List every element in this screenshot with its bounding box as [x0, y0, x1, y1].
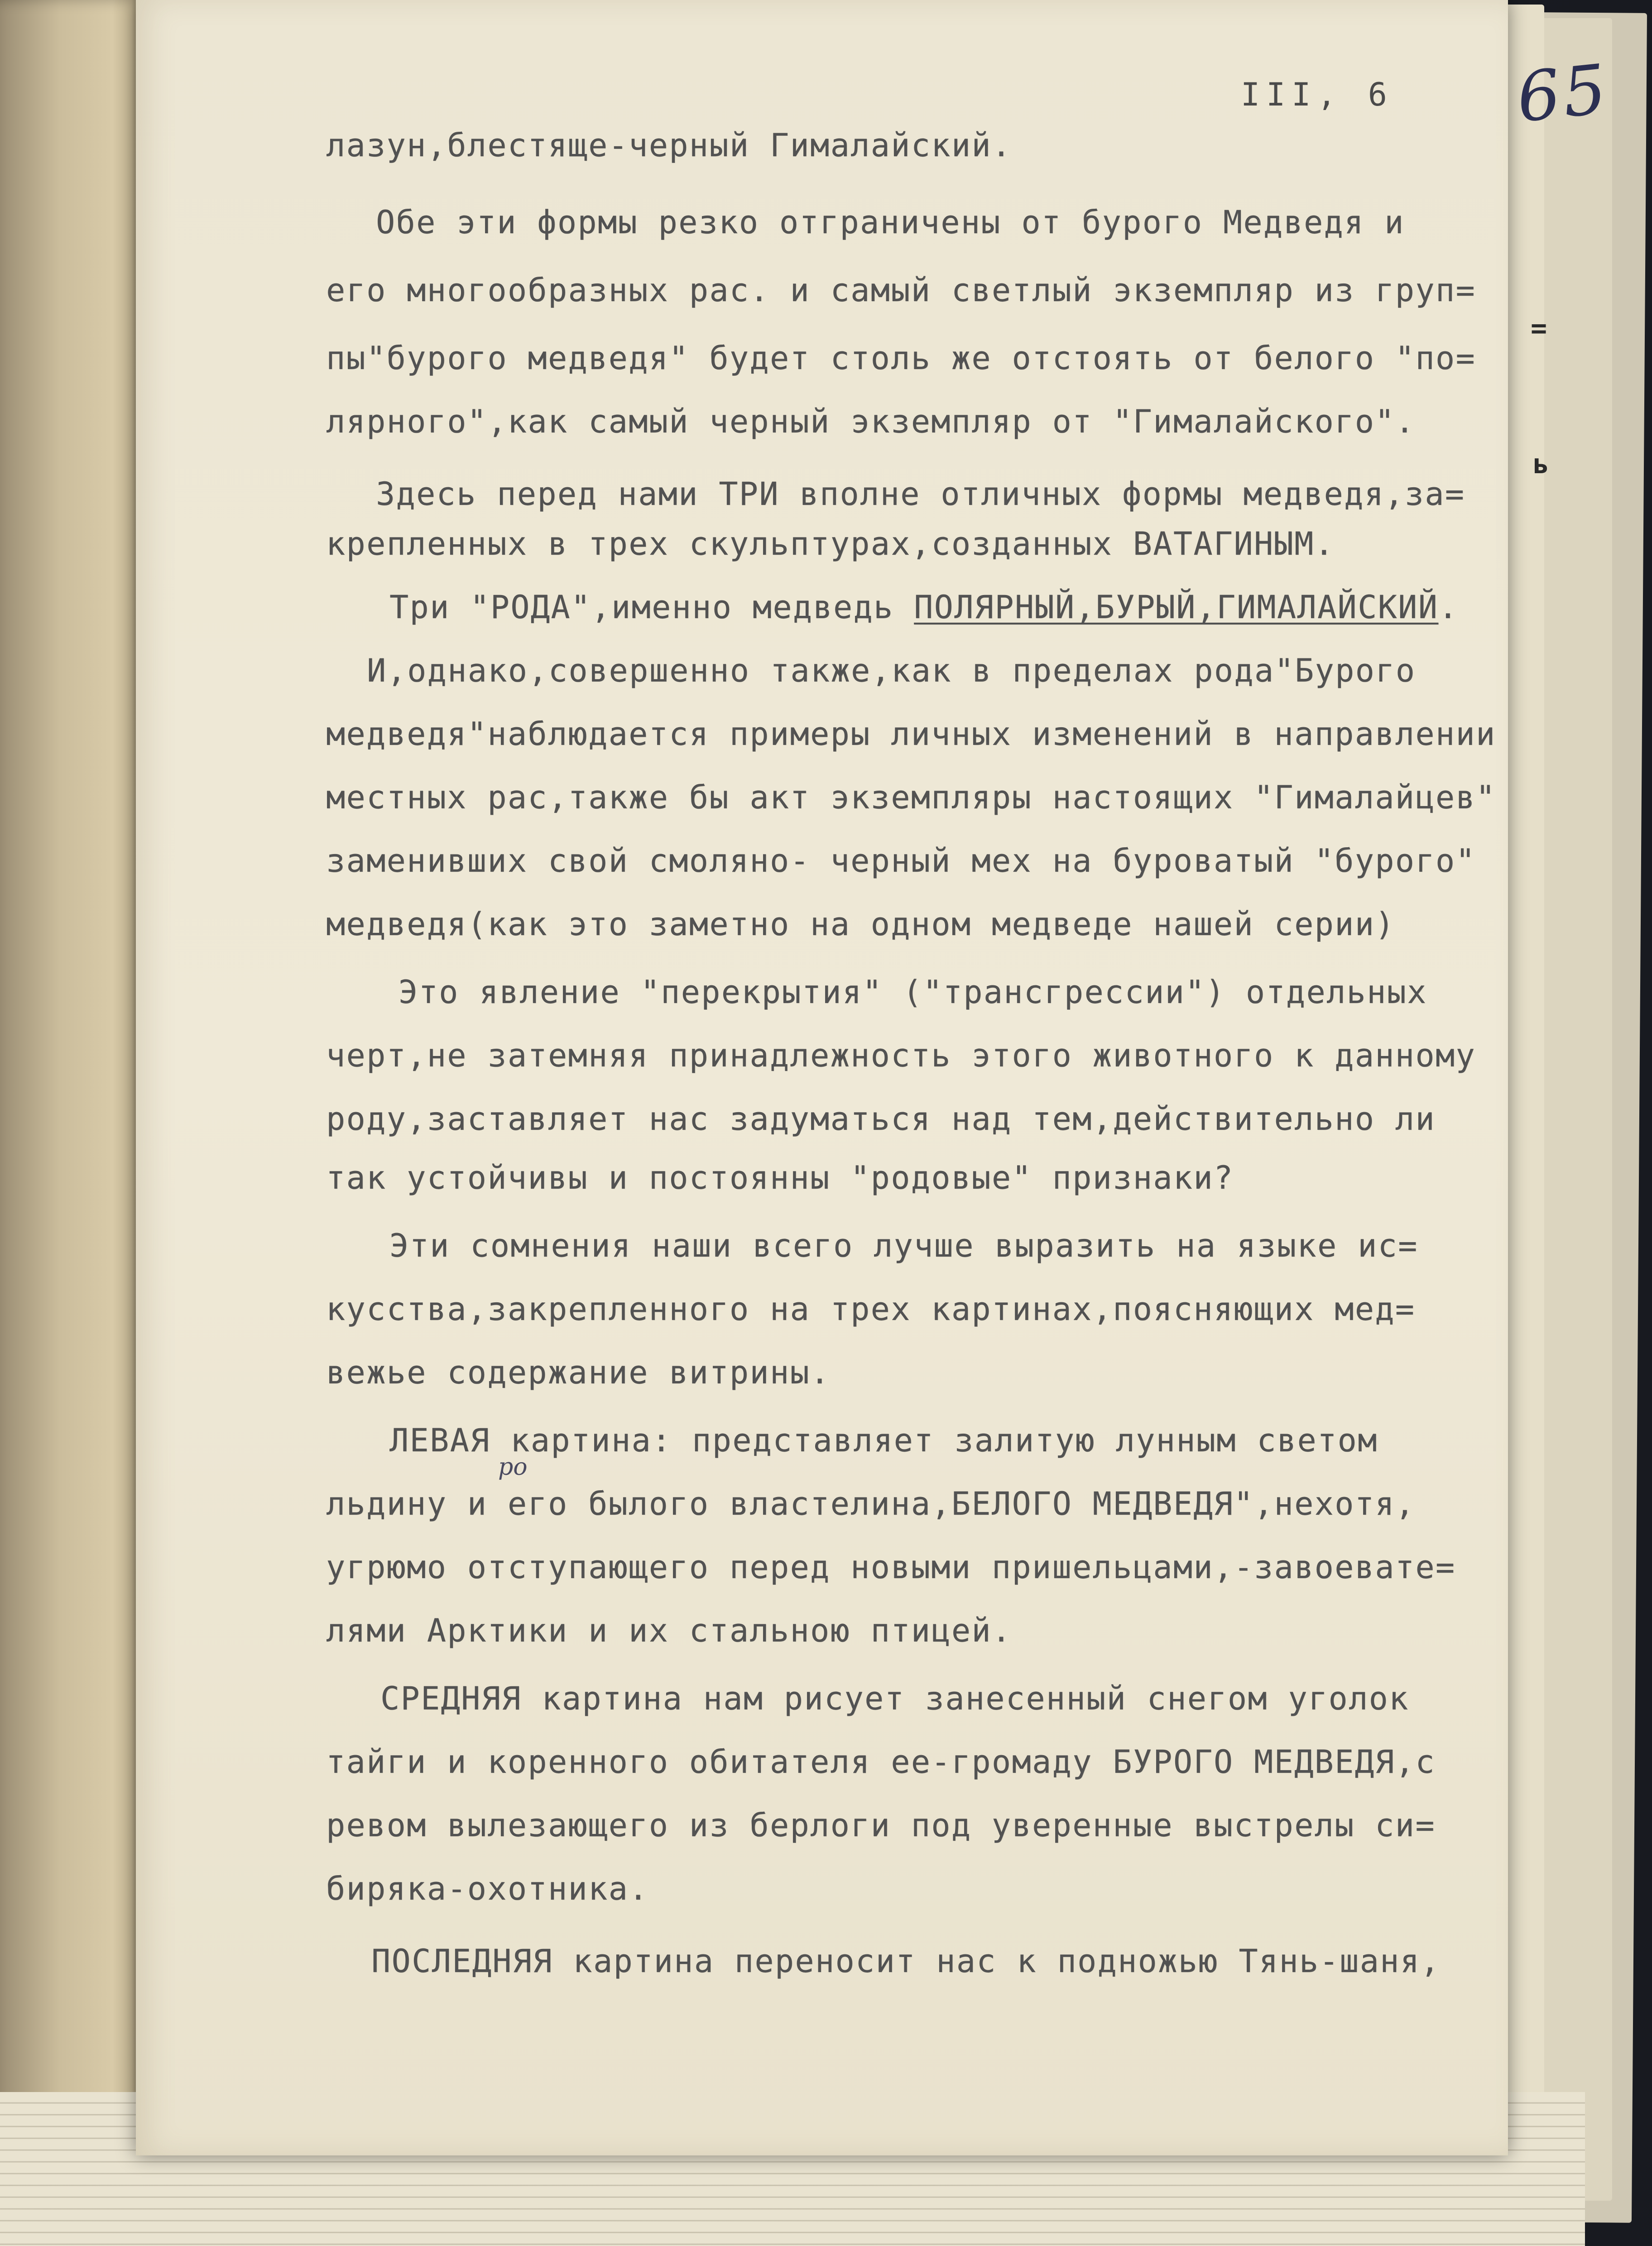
text-line: ревом вылезающего из берлоги под уверенные выстрелы си= — [326, 1807, 1436, 1844]
text-line: лазун,блестяще-черный Гималайский. — [326, 127, 1012, 164]
text-line: И,однако,совершенно также,как в пределах рода"Бурого — [367, 652, 1416, 689]
text-line: Обе эти формы резко отграничены от бурого Медведя и — [376, 204, 1405, 241]
text-line: заменивших свой смоляно- черный мех на буроватый "бурого" — [326, 842, 1476, 879]
text-line: СРЕДНЯЯ картина нам рисует занесенный снегом уголок — [380, 1680, 1409, 1717]
line-suffix: . — [1438, 589, 1459, 626]
text-line: роду,заставляет нас задуматься над тем,действительно ли — [326, 1100, 1436, 1137]
folder-cover-left — [0, 0, 149, 2246]
text-line: кусства,закрепленного на трех картинах,поясняющих мед= — [326, 1291, 1416, 1328]
text-line: местных рас,также бы акт экземпляры настоящих "Гималайцев" — [326, 779, 1496, 816]
text-line: Здесь перед нами ТРИ вполне отличных формы медведя,за= — [376, 475, 1465, 513]
text-line: Эти сомнения наши всего лучше выразить на языке ис= — [389, 1227, 1418, 1264]
handwritten-correction: ро — [498, 1454, 528, 1481]
text-line: биряка-охотника. — [326, 1870, 649, 1907]
text-line: вежье содержание витрины. — [326, 1354, 831, 1391]
text-line: медведя"наблюдается примеры личных изменений в направлении — [326, 715, 1496, 753]
margin-mark: ь — [1533, 448, 1550, 480]
document-page — [136, 0, 1613, 2155]
text-line: черт,не затемняя принадлежность этого животного к данному — [326, 1037, 1476, 1074]
text-line-underlined — [389, 589, 1459, 626]
handwritten-folio-number: 65 — [1513, 49, 1613, 138]
text-line: лями Арктики и их стальною птицей. — [326, 1612, 1012, 1649]
text-line: его многообразных рас. и самый светлый экземпляр из груп= — [326, 272, 1476, 309]
text-line: ПОСЛЕДНЯЯ картина переносит нас к подножью Тянь-шаня, — [371, 1943, 1441, 1980]
text-line: ЛЕВАЯ картина: представляет залитую лунным светом — [389, 1422, 1378, 1459]
line-prefix: Три "РОДА",именно медведь — [389, 589, 914, 626]
text-line: угрюмо отступающего перед новыми пришельцами,-завоевате= — [326, 1549, 1456, 1586]
margin-mark: = — [1531, 312, 1547, 344]
text-line: медведя(как это заметно на одном медведе нашей серии) — [326, 906, 1395, 943]
text-line: так устойчивы и постоянны "родовые" признаки? — [326, 1159, 1234, 1196]
page-number: III, 6 — [1241, 76, 1393, 113]
text-line: пы"бурого медведя" будет столь же отстоять от белого "по= — [326, 340, 1476, 377]
text-line: тайги и коренного обитателя ее-громаду БУРОГО МЕДВЕДЯ,с — [326, 1743, 1436, 1780]
text-line: крепленных в трех скульптурах,созданных ВАТАГИНЫМ. — [326, 525, 1335, 562]
text-line: Это явление "перекрытия" ("трансгрессии") отдельных — [399, 974, 1427, 1011]
underlined-bear-names: ПОЛЯРНЫЙ,БУРЫЙ,ГИМАЛАЙСКИЙ — [914, 589, 1439, 626]
text-line: лярного",как самый черный экземпляр от "Гималайского". — [326, 403, 1416, 440]
text-line: льдину и его былого властелина,БЕЛОГО МЕДВЕДЯ",нехотя, — [326, 1485, 1416, 1522]
